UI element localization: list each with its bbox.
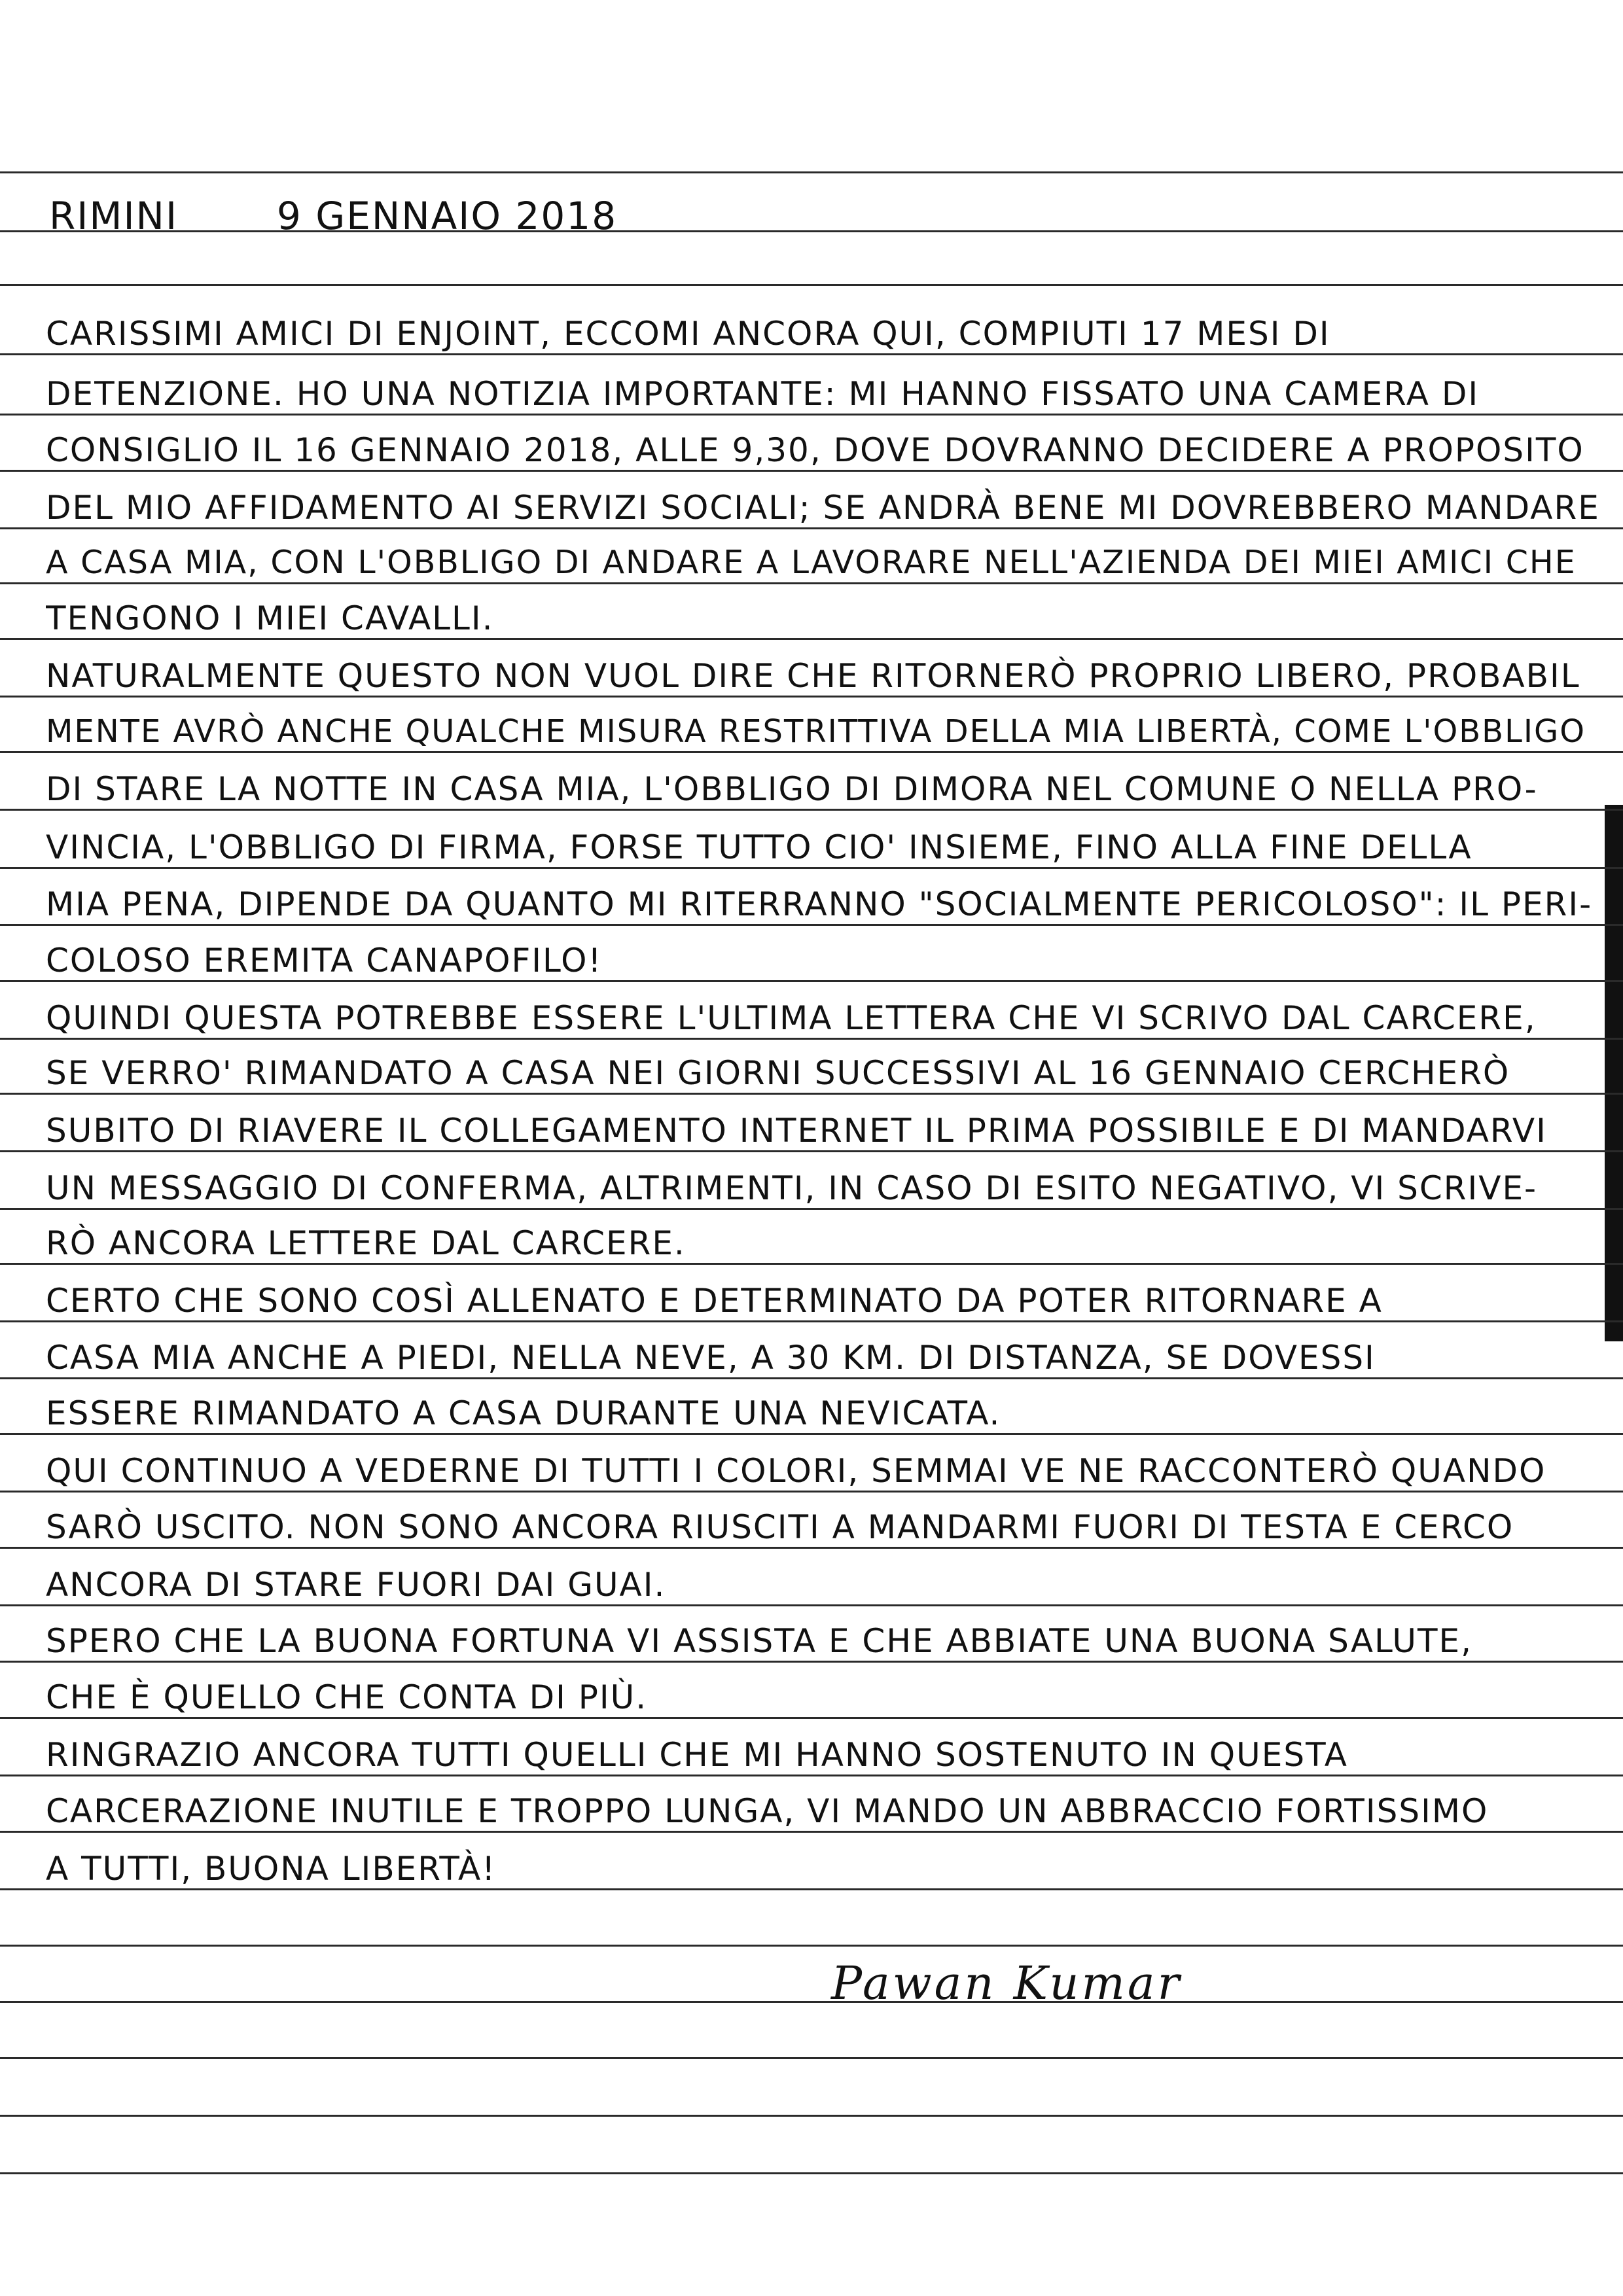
- rule-line: [0, 414, 1623, 415]
- rule-line: [0, 696, 1623, 698]
- letter-line: SUBITO DI RIAVERE IL COLLEGAMENTO INTERNET IL PRIMA POSSIBILE E DI MANDARVI: [46, 1112, 1547, 1150]
- rule-line: [0, 470, 1623, 472]
- letter-line: CASA MIA ANCHE A PIEDI, NELLA NEVE, A 30 KM. DI DISTANZA, SE DOVESSI: [46, 1339, 1376, 1377]
- rule-line: [0, 809, 1623, 811]
- rule-line: [0, 171, 1623, 173]
- rule-line: [0, 2172, 1623, 2174]
- letter-line: SPERO CHE LA BUONA FORTUNA VI ASSISTA E CHE ABBIATE UNA BUONA SALUTE,: [46, 1622, 1473, 1660]
- rule-line: [0, 1377, 1623, 1379]
- rule-line: [0, 1831, 1623, 1833]
- letter-line: COLOSO EREMITA CANAPOFILO!: [46, 942, 603, 980]
- rule-line: [0, 980, 1623, 982]
- letter-line: UN MESSAGGIO DI CONFERMA, ALTRIMENTI, IN CASO DI ESITO NEGATIVO, VI SCRIVE-: [46, 1169, 1538, 1207]
- letter-line: CARCERAZIONE INUTILE E TROPPO LUNGA, VI MANDO UN ABBRACCIO FORTISSIMO: [46, 1792, 1489, 1830]
- letter-line: DETENZIONE. HO UNA NOTIZIA IMPORTANTE: MI HANNO FISSATO UNA CAMERA DI: [46, 375, 1480, 413]
- rule-line: [0, 2057, 1623, 2059]
- letter-line: ANCORA DI STARE FUORI DAI GUAI.: [46, 1566, 666, 1604]
- letter-line: RINGRAZIO ANCORA TUTTI QUELLI CHE MI HANNO SOSTENUTO IN QUESTA: [46, 1736, 1348, 1774]
- rule-line: [0, 284, 1623, 286]
- rule-line: [0, 867, 1623, 869]
- letter-line: MENTE AVRÒ ANCHE QUALCHE MISURA RESTRITTIVA DELLA MIA LIBERTÀ, COME L'OBBLIGO: [46, 713, 1586, 750]
- signature: Pawan Kumar: [831, 1956, 1183, 2010]
- rule-line: [0, 1320, 1623, 1322]
- letter-line: DI STARE LA NOTTE IN CASA MIA, L'OBBLIGO DI DIMORA NEL COMUNE O NELLA PRO-: [46, 770, 1538, 808]
- letter-line: TENGONO I MIEI CAVALLI.: [46, 599, 494, 637]
- letter-line: ESSERE RIMANDATO A CASA DURANTE UNA NEVICATA.: [46, 1394, 1001, 1432]
- letter-header: [49, 196, 1607, 236]
- rule-line: [0, 1093, 1623, 1095]
- letter-line: CHE È QUELLO CHE CONTA DI PIÙ.: [46, 1678, 648, 1716]
- rule-line: [0, 1717, 1623, 1719]
- rule-line: [0, 2001, 1623, 2003]
- letter-line: QUI CONTINUO A VEDERNE DI TUTTI I COLORI, SEMMAI VE NE RACCONTERÒ QUANDO: [46, 1452, 1546, 1490]
- rule-line: [0, 1661, 1623, 1663]
- letter-line: SE VERRO' RIMANDATO A CASA NEI GIORNI SUCCESSIVI AL 16 GENNAIO CERCHERÒ: [46, 1054, 1510, 1092]
- date: 9 GENNAIO 2018: [276, 196, 618, 236]
- rule-line: [0, 353, 1623, 355]
- place: RIMINI: [49, 196, 179, 236]
- rule-line: [0, 1775, 1623, 1776]
- rule-line: [0, 924, 1623, 926]
- rule-line: [0, 1491, 1623, 1492]
- rule-line: [0, 1150, 1623, 1152]
- letter-line: DEL MIO AFFIDAMENTO AI SERVIZI SOCIALI; SE ANDRÀ BENE MI DOVREBBERO MANDARE: [46, 489, 1600, 527]
- rule-line: [0, 2115, 1623, 2117]
- letter-line: VINCIA, L'OBBLIGO DI FIRMA, FORSE TUTTO CIO' INSIEME, FINO ALLA FINE DELLA: [46, 828, 1472, 866]
- rule-line: [0, 582, 1623, 584]
- letter-line: MIA PENA, DIPENDE DA QUANTO MI RITERRANNO "SOCIALMENTE PERICOLOSO": IL PERI-: [46, 885, 1593, 923]
- letter-line: CERTO CHE SONO COSÌ ALLENATO E DETERMINATO DA POTER RITORNARE A: [46, 1282, 1383, 1320]
- letter-line: NATURALMENTE QUESTO NON VUOL DIRE CHE RITORNERÒ PROPRIO LIBERO, PROBABIL: [46, 657, 1580, 695]
- letter-line: QUINDI QUESTA POTREBBE ESSERE L'ULTIMA LETTERA CHE VI SCRIVO DAL CARCERE,: [46, 999, 1537, 1037]
- rule-line: [0, 1945, 1623, 1947]
- rule-line: [0, 1208, 1623, 1210]
- rule-line: [0, 638, 1623, 640]
- rule-line: [0, 1888, 1623, 1890]
- rule-line: [0, 1547, 1623, 1549]
- rule-line: [0, 751, 1623, 753]
- letter-line: CARISSIMI AMICI DI ENJOINT, ECCOMI ANCORA QUI, COMPIUTI 17 MESI DI: [46, 315, 1330, 353]
- letter-line: RÒ ANCORA LETTERE DAL CARCERE.: [46, 1224, 686, 1262]
- rule-line: [0, 1433, 1623, 1435]
- rule-line: [0, 1263, 1623, 1265]
- letter-line: CONSIGLIO IL 16 GENNAIO 2018, ALLE 9,30, DOVE DOVRANNO DECIDERE A PROPOSITO: [46, 431, 1584, 469]
- binding-edge: [1605, 805, 1623, 1341]
- letter-line: SARÒ USCITO. NON SONO ANCORA RIUSCITI A MANDARMI FUORI DI TESTA E CERCO: [46, 1508, 1514, 1546]
- letter-line: A TUTTI, BUONA LIBERTÀ!: [46, 1850, 497, 1888]
- rule-line: [0, 527, 1623, 529]
- rule-line: [0, 1038, 1623, 1040]
- rule-line: [0, 1604, 1623, 1606]
- letter-line: A CASA MIA, CON L'OBBLIGO DI ANDARE A LAVORARE NELL'AZIENDA DEI MIEI AMICI CHE: [46, 544, 1577, 581]
